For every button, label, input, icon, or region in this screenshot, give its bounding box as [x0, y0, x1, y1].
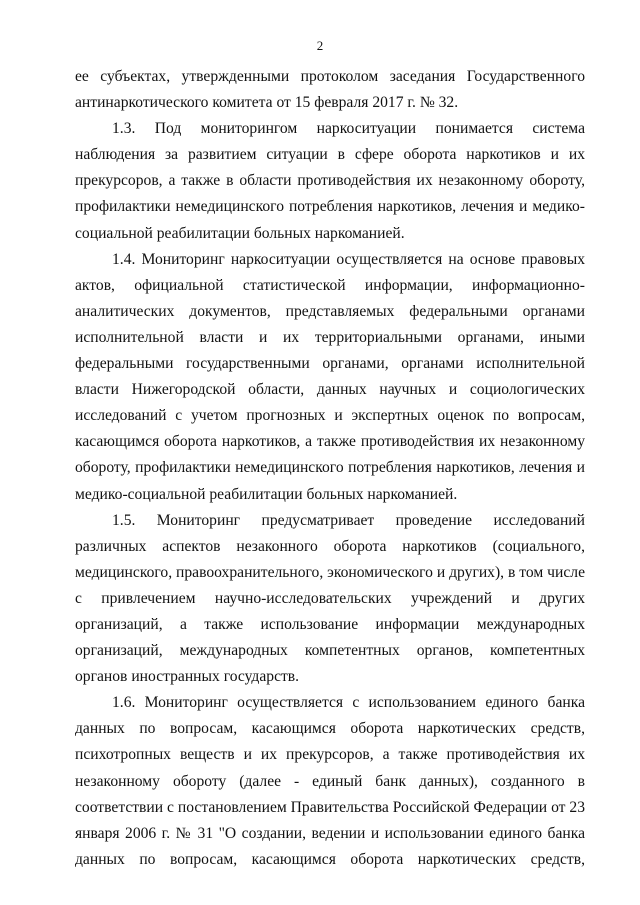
page-number: 2	[316, 38, 324, 53]
paragraph-1-4: 1.4. Мониторинг наркоситуации осуществляется на основе правовых актов, официальной статистической информации, информационно-аналитических документов, представляемых федеральными органами исполнительной власти и их территориальными органами, иными федеральными государственными органами, органами исполнительной власти Нижегородской области, данных научных и социологических исследований с учетом прогнозных и экспертных оценок по вопросам, касающимся оборота наркотиков, а также противодействия их незаконному обороту, профилактики немедицинского потребления наркотиков, лечения и медико-социальной реабилитации больных наркоманией.	[75, 250, 585, 503]
paragraph-1-3: 1.3. Под мониторингом наркоситуации понимается система наблюдения за развитием ситуации в сфере оборота наркотиков и их прекурсоров, а также в области противодействия их незаконному обороту, профилактики немедицинского потребления наркотиков, лечения и медико-социальной реабилитации больных наркоманией.	[75, 120, 585, 242]
paragraph-1-6: 1.6. Мониторинг осуществляется с использованием единого банка данных по вопросам, касающимся оборота наркотических средств, психотропных веществ и их прекурсоров, а также противодействия их незаконному обороту (далее - единый банк данных), созданного в соответствии с постановлением Правительства Российской Федерации от 23 января 2006 г. № 31 "О создании, ведении и использовании единого банка данных по вопросам, касающимся оборота наркотических средств,	[75, 694, 585, 868]
paragraph-1-5: 1.5. Мониторинг предусматривает проведение исследований различных аспектов незаконного оборота наркотиков (социального, медицинского, правоохранительного, экономического и других), в том числе с привлечением научно-исследовательских учреждений и других организаций, а также использование информации международных организаций, международных компетентных органов, компетентных органов иностранных государств.	[75, 511, 585, 686]
document-body	[75, 64, 585, 873]
paragraph-continuation: ее субъектах, утвержденными протоколом заседания Государственного антинаркотического комитета от 15 февраля 2017 г. № 32.	[75, 68, 585, 112]
